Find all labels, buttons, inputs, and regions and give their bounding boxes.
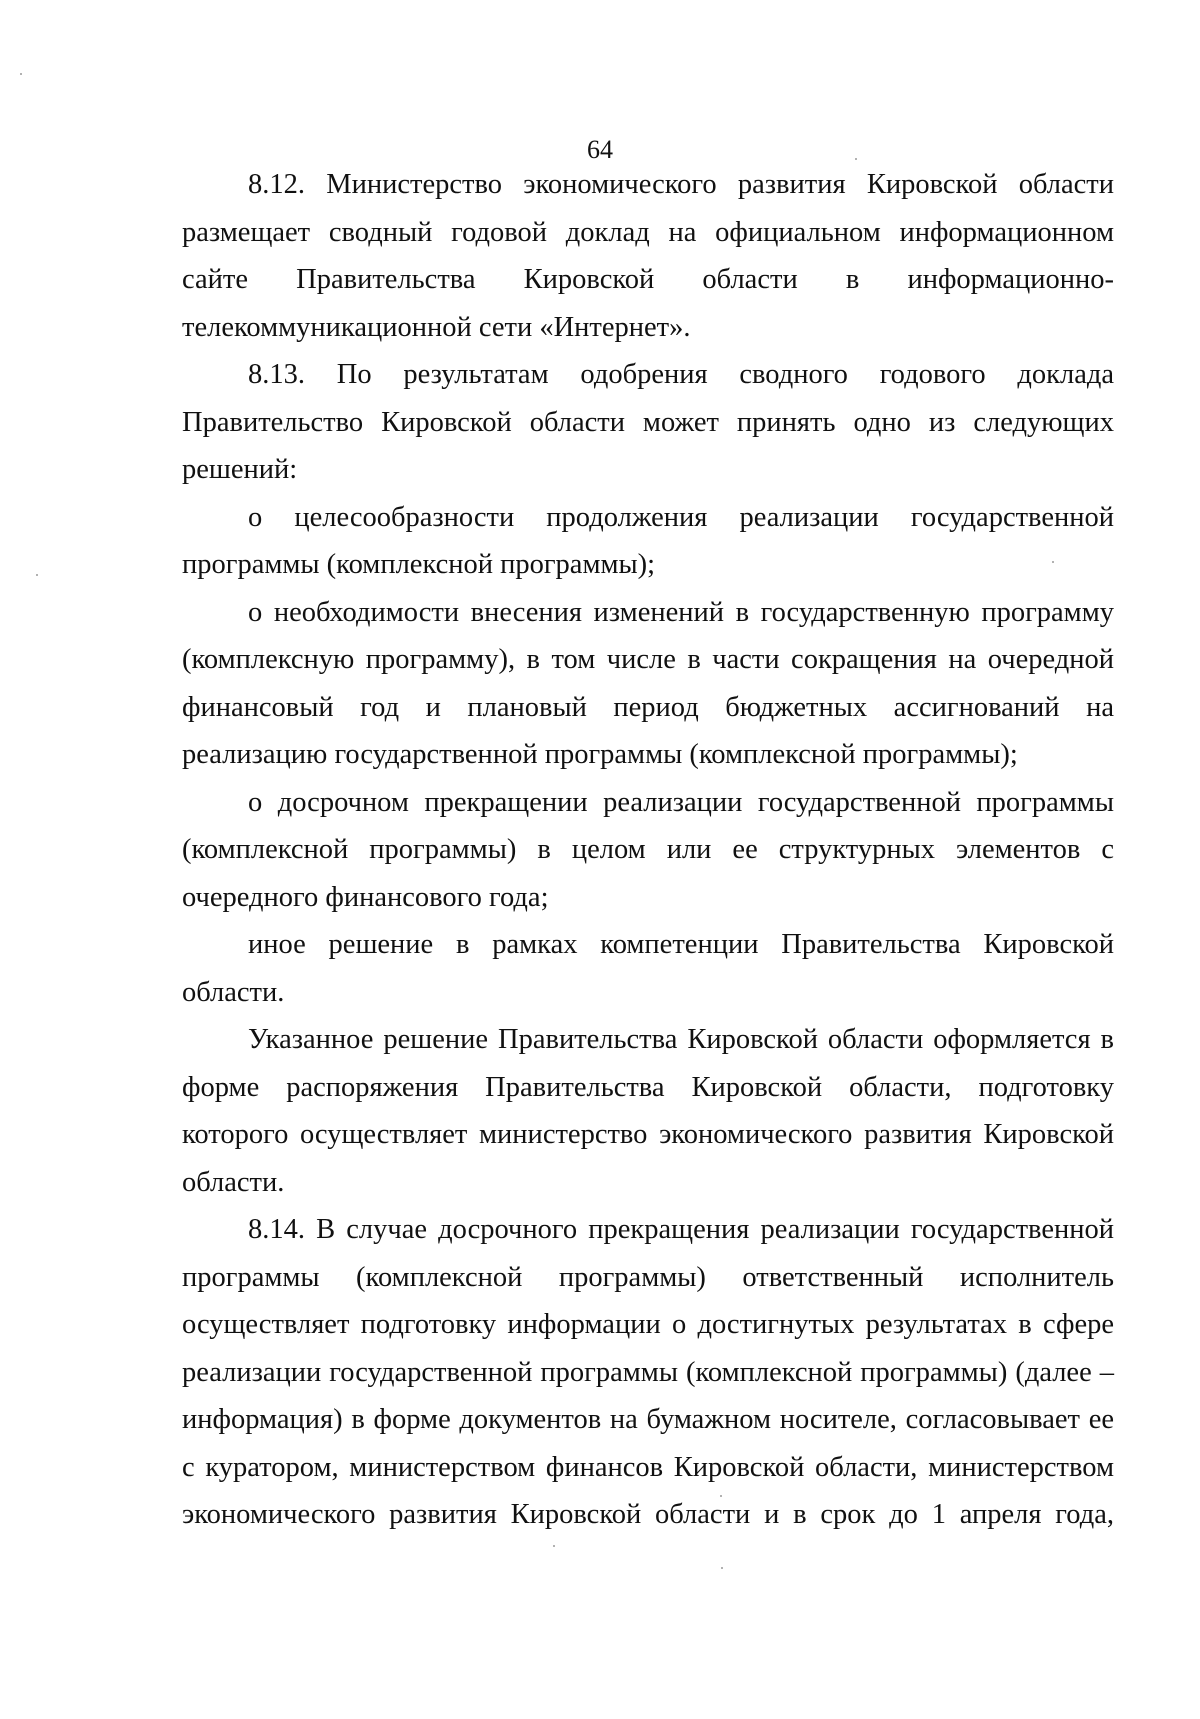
scan-speck — [721, 1567, 723, 1569]
page-number: 64 — [587, 135, 613, 164]
paragraph-8-14: 8.14. В случае досрочного прекращения реализации государственной программы (комплексной программы) ответственный исполнитель осуществляет подготовку информации о достигнутых результатах в сфере реализации государственной программы (комплексной программы) (далее – информация) в форме документов на бумажном носителе, согласовывает ее с куратором, министерством финансов Кировской области, министерством экономического развития Кировской области и в срок до 1 апреля года, — [182, 1214, 1114, 1530]
paragraph-decision-form: Указанное решение Правительства Кировской области оформляется в форме распоряжения Правительства Кировской области, подготовку которого осуществляет министерство экономического развития Кировской области. — [182, 1024, 1114, 1198]
paragraph-decision-continue: о целесообразности продолжения реализации государственной программы (комплексной программы); — [182, 501, 1114, 580]
scan-speck — [553, 1545, 555, 1547]
scan-speck — [20, 73, 22, 75]
paragraph-decision-terminate: о досрочном прекращении реализации государственной программы (комплексной программы) в целом или ее структурных элементов с очередного финансового года; — [182, 786, 1114, 913]
scan-speck — [720, 1495, 722, 1497]
scan-speck — [36, 574, 38, 576]
document-body — [182, 161, 1114, 1539]
scan-speck — [855, 158, 857, 160]
paragraph-decision-amend: о необходимости внесения изменений в государственную программу (комплексную программу), в том числе в части сокращения на очередной финансовый год и плановый период бюджетных ассигнований на реализацию государственной программы (комплексной программы); — [182, 596, 1114, 770]
paragraph-8-13: 8.13. По результатам одобрения сводного годового доклада Правительство Кировской области может принять одно из следующих решений: — [182, 359, 1114, 485]
paragraph-decision-other: иное решение в рамках компетенции Правительства Кировской области. — [182, 929, 1114, 1008]
scan-speck — [1052, 561, 1054, 563]
paragraph-8-12: 8.12. Министерство экономического развития Кировской области размещает сводный годовой доклад на официальном информационном сайте Правительства Кировской области в информационно-телекоммуникационной сети «Интернет». — [182, 169, 1114, 343]
